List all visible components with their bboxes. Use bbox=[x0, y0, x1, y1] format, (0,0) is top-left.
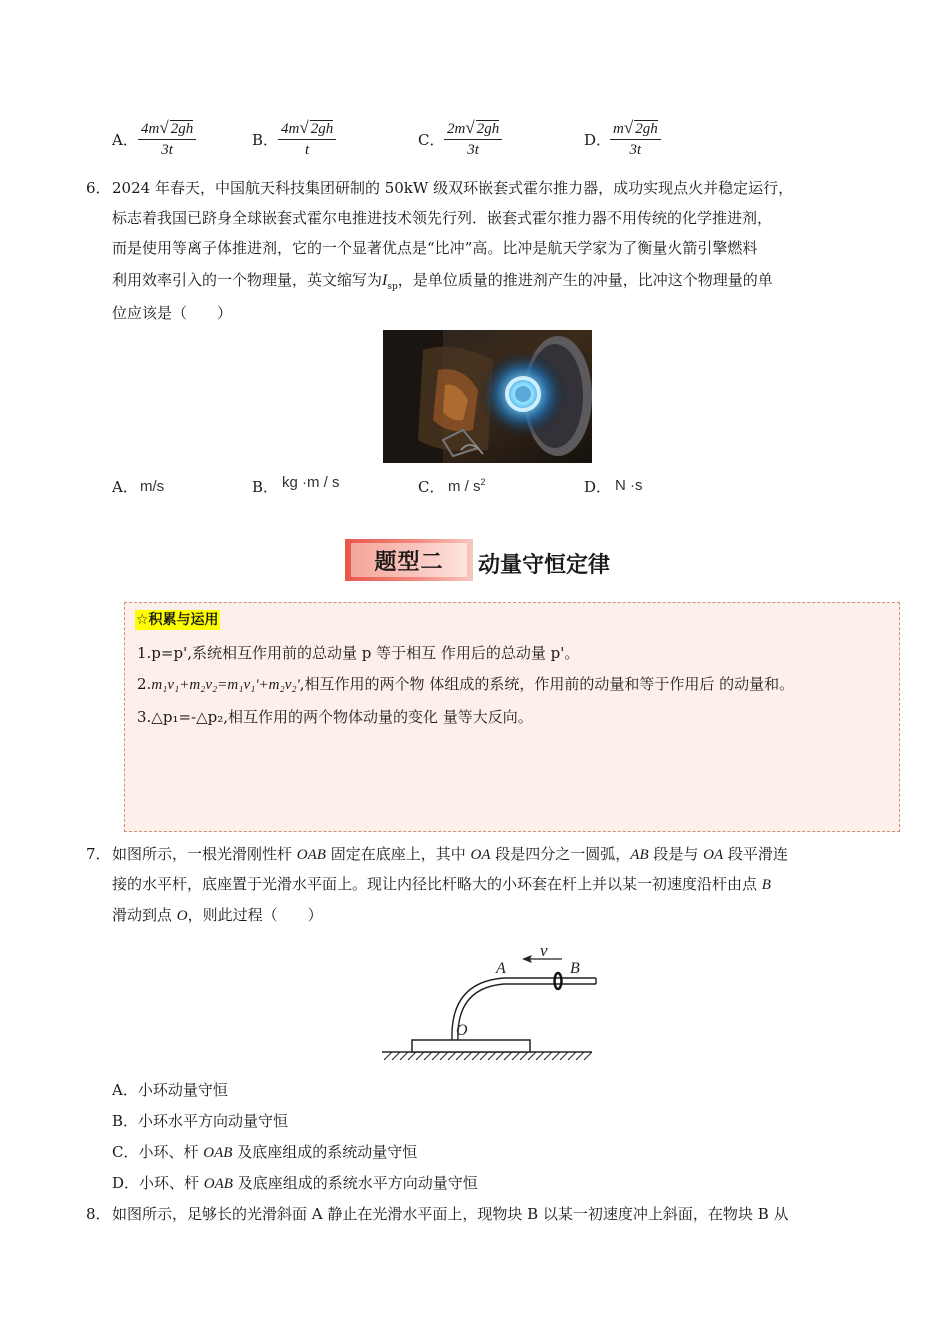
q6-line-2: 标志着我国已跻身全球嵌套式霍尔电推进技术领先行列．嵌套式霍尔推力器不用传统的化学推进剂， bbox=[112, 209, 773, 227]
knowledge-box-heading: ☆积累与运用 bbox=[136, 612, 219, 628]
q6-option-c: m / $s^2$ bbox=[448, 477, 486, 495]
q7-line-2: 接的水平杆，底座置于光滑水平面上。现让内径比杆略大的小环套在杆上并以某一初速度沿杆由点 B bbox=[112, 875, 771, 893]
q8-line-1: 如图所示，足够长的光滑斜面 A 静止在光滑水平面上，现物块 B 以某一初速度冲上斜面，在物块 B 从 bbox=[112, 1205, 789, 1223]
q5-option-c-label: C． bbox=[418, 131, 445, 149]
q7-line-1: 如图所示，一根光滑刚性杆 OAB 固定在底座上，其中 OA 段是四分之一圆弧，AB 段是与 OA 段平滑连 bbox=[112, 845, 788, 863]
knowledge-line-2: 2.m₁v₁+m₂v₂=m₁v₁'+m₂v₂',相互作用的两个物 体组成的系统，作用前的动量和等于作用后 的动量和。 bbox=[137, 675, 795, 693]
momentum-formula: m₁v₁+m₂v₂=m₁v₁'+m₂v₂' bbox=[151, 677, 300, 693]
point-a-label: A bbox=[496, 960, 506, 977]
q5-option-a-fraction: $\frac{4m√ 2gh}{3t}$ bbox=[138, 118, 196, 159]
q8-number: 8． bbox=[86, 1205, 111, 1223]
q7-option-b: B．小环水平方向动量守恒 bbox=[112, 1112, 289, 1130]
q6-option-d-label: D． bbox=[584, 478, 612, 496]
section-tag: 题型二 bbox=[351, 543, 467, 577]
section-tag-bar bbox=[345, 539, 473, 581]
q5-option-d-label: D． bbox=[584, 131, 612, 149]
q6-line-4: 利用效率引入的一个物理量，英文缩写为$I_{sp}$，是单位质量的推进剂产生的冲量，比冲这个物理量的单 bbox=[112, 271, 773, 292]
q6-option-b-label: B． bbox=[252, 478, 279, 496]
knowledge-line-1: 1.p=p',系统相互作用前的总动量 p 等于相互 作用后的总动量 p'。 bbox=[137, 644, 580, 662]
q6-option-a: m/s bbox=[140, 478, 165, 495]
point-o-label: O bbox=[456, 1022, 468, 1039]
q6-option-a-label: A． bbox=[112, 478, 138, 496]
velocity-label: v bbox=[540, 941, 548, 960]
point-b-label: B bbox=[570, 960, 580, 977]
q7-line-3: 滑动到点 O，则此过程（ ） bbox=[112, 906, 323, 924]
knowledge-line-3: 3.△p₁=-△p₂,相互作用的两个物体动量的变化 量等大反向。 bbox=[137, 708, 533, 726]
q6-line-5: 位应该是（ ） bbox=[112, 304, 233, 322]
q5-option-b-fraction: $\frac{4m√ 2gh}{t}$ bbox=[278, 118, 336, 159]
q7-option-a: A．小环动量守恒 bbox=[112, 1081, 228, 1099]
q6-option-c-label: C． bbox=[418, 478, 445, 496]
section-title: 动量守恒定律 bbox=[478, 553, 611, 578]
q6-line-3: 而是使用等离子体推进剂，它的一个显著优点是“比冲”高。比冲是航天学家为了衡量火箭引擎燃料 bbox=[112, 239, 758, 257]
q7-number: 7． bbox=[86, 845, 111, 863]
q6-option-b: kg ·m / s bbox=[282, 474, 340, 491]
rod-figure bbox=[378, 938, 598, 1064]
q6-number: 6． bbox=[86, 179, 111, 197]
hall-thruster-photo bbox=[383, 330, 592, 463]
isp-symbol: I bbox=[382, 272, 388, 289]
q5-option-d-fraction: $\frac{m√ 2gh}{3t}$ bbox=[610, 118, 661, 159]
q5-option-c-fraction: $\frac{2m√ 2gh}{3t}$ bbox=[444, 118, 502, 159]
q6-option-d: N ·s bbox=[615, 477, 643, 494]
q7-option-d: D．小环、杆 OAB 及底座组成的系统水平方向动量守恒 bbox=[112, 1174, 478, 1192]
q5-option-a-label: A． bbox=[112, 131, 138, 149]
q5-option-b-label: B． bbox=[252, 131, 279, 149]
q6-line-1: 2024 年春天，中国航天科技集团研制的 50kW 级双环嵌套式霍尔推力器，成功实现点火并稳定运行， bbox=[112, 179, 794, 197]
q7-option-c: C．小环、杆 OAB 及底座组成的系统动量守恒 bbox=[112, 1143, 418, 1161]
